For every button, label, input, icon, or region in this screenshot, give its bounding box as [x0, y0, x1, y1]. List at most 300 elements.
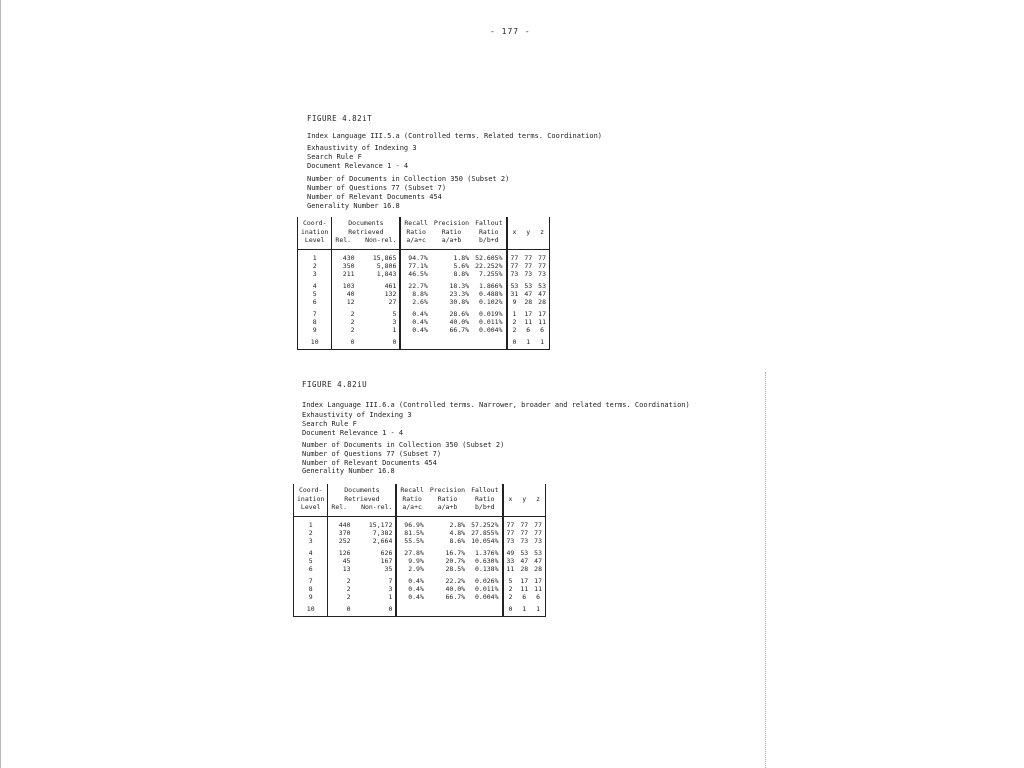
cell-rel-text: 103 [342, 281, 355, 290]
cell-z-text: 77 [534, 520, 542, 529]
header-precision [431, 217, 472, 249]
header-recall-line: Ratio [406, 227, 426, 236]
cell-x-text: 77 [506, 528, 515, 537]
cell-rel [328, 573, 354, 585]
cell-recall [400, 326, 430, 334]
header-precision-line: Precision [429, 486, 466, 494]
cell-y-text: 47 [520, 556, 529, 565]
figure-1-num-relevant: Number of Relevant Documents 454 [307, 193, 442, 201]
cell-recall [396, 585, 426, 593]
cell-fallout-text: 52.605% [475, 253, 503, 262]
cell-level [294, 516, 328, 529]
figure-1-table-body [298, 217, 550, 349]
cell-z-text: 53 [538, 281, 546, 290]
header-fallout-line: Fallout [471, 486, 499, 494]
cell-rel [328, 529, 354, 537]
table-row [294, 565, 546, 573]
cell-fallout [468, 601, 502, 617]
cell-level-text: 9 [312, 325, 317, 334]
cell-y-text: 53 [524, 281, 533, 290]
header-docs [332, 217, 400, 249]
cell-y [521, 306, 535, 318]
cell-x-text: 53 [510, 281, 519, 290]
table-row [298, 306, 550, 318]
cell-recall-text: 27.8% [404, 548, 424, 557]
cell-x-text: 77 [510, 253, 519, 262]
cell-level [294, 593, 328, 601]
cell-rel-text: 45 [342, 556, 351, 565]
figure-2-num-questions: Number of Questions 77 (Subset 7) [302, 450, 442, 458]
cell-fallout [472, 326, 506, 334]
table-row [294, 585, 546, 593]
cell-z-text: 6 [536, 592, 541, 601]
header-recall-line: Recall [404, 219, 428, 227]
cell-y [521, 278, 535, 290]
cell-z-text: 77 [538, 261, 546, 270]
cell-fallout-text: 22.252% [475, 261, 503, 270]
cell-rel [332, 262, 358, 270]
cell-level [294, 557, 328, 565]
cell-level [294, 545, 328, 557]
cell-level-text: 9 [308, 592, 313, 601]
header-coord-line: Coord- [298, 486, 323, 494]
cell-fallout-text: 7.255% [479, 269, 503, 278]
cell-nonrel [358, 262, 401, 270]
cell-recall [396, 537, 426, 545]
header-precision-line: a/a+b [437, 503, 458, 511]
header-x [507, 217, 522, 249]
cell-fallout [468, 537, 502, 545]
cell-level-text: 8 [308, 584, 313, 593]
cell-precision-text: 16.7% [445, 548, 466, 557]
cell-rel-text: 252 [338, 536, 351, 545]
cell-level-text: 5 [312, 289, 317, 298]
cell-x [507, 278, 522, 290]
figure-2-doc-relevance: Document Relevance 1 - 4 [302, 429, 404, 437]
cell-x [503, 573, 518, 585]
cell-level-text: 6 [308, 564, 313, 573]
header-fallout-line: Fallout [475, 219, 503, 227]
cell-z-text: 73 [534, 536, 542, 545]
table-row [298, 334, 550, 350]
cell-z-text: 1 [536, 604, 541, 613]
header-z [531, 484, 545, 516]
cell-y [521, 334, 535, 350]
cell-level-text: 1 [308, 520, 313, 529]
header-fallout-line: Ratio [479, 227, 499, 236]
header-precision-line: a/a+b [441, 236, 462, 244]
header-recall [396, 484, 426, 516]
cell-x [507, 306, 522, 318]
cell-fallout-text: 0.138% [475, 564, 499, 573]
cell-recall-text: 0.4% [408, 584, 424, 593]
figure-1-generality: Generality Number 16.8 [307, 202, 400, 210]
cell-x-text: 77 [506, 520, 515, 529]
cell-rel-text: 126 [338, 548, 351, 557]
cell-z-text: 11 [538, 317, 546, 326]
cell-recall-text: 9.9% [408, 556, 424, 565]
cell-y-text: 1 [526, 337, 531, 346]
cell-precision [431, 262, 472, 270]
cell-rel [328, 585, 354, 593]
cell-z-text: 77 [538, 253, 546, 262]
header-coord [294, 484, 328, 516]
cell-precision [427, 573, 468, 585]
cell-precision-text: 23.3% [449, 289, 470, 298]
cell-level-text: 2 [312, 261, 317, 270]
cell-x [507, 262, 522, 270]
header-y-text: y [526, 227, 531, 236]
table-row [298, 262, 550, 270]
cell-z [531, 573, 545, 585]
cell-fallout [472, 306, 506, 318]
cell-nonrel [358, 298, 401, 306]
cell-y-text: 17 [520, 576, 529, 585]
cell-fallout [472, 298, 506, 306]
cell-level-text: 6 [312, 297, 317, 306]
cell-z [535, 334, 549, 350]
cell-recall-text: 0.4% [412, 325, 428, 334]
header-precision-line: Ratio [437, 494, 458, 503]
header-docs [328, 484, 396, 516]
cell-fallout [472, 318, 506, 326]
cell-nonrel-text: 1,843 [376, 269, 397, 278]
cell-y-text: 73 [524, 269, 533, 278]
cell-fallout-text: 10.054% [471, 536, 499, 545]
cell-recall [396, 516, 426, 529]
cell-x [507, 318, 522, 326]
header-x-text: x [508, 494, 513, 503]
cell-rel-text: 430 [342, 253, 355, 262]
cell-fallout [472, 262, 506, 270]
table-row [298, 298, 550, 306]
cell-level-text: 3 [312, 269, 317, 278]
header-docs-line: Retrieved [344, 494, 380, 503]
cell-rel-text: 2 [350, 325, 355, 334]
header-rel: Rel. [331, 503, 348, 511]
cell-level [298, 298, 332, 306]
cell-z-text: 77 [534, 528, 542, 537]
cell-fallout [468, 565, 502, 573]
cell-z-text: 73 [538, 269, 546, 278]
cell-level-text: 2 [308, 528, 313, 537]
cell-x [507, 326, 522, 334]
cell-y-text: 11 [524, 317, 533, 326]
cell-nonrel [354, 565, 397, 573]
cell-nonrel-text: 132 [384, 289, 397, 298]
cell-recall-text: 94.7% [408, 253, 428, 262]
cell-fallout [472, 290, 506, 298]
cell-y [517, 593, 531, 601]
cell-x-text: 2 [508, 592, 513, 601]
cell-x [503, 529, 518, 537]
cell-z-text: 17 [534, 576, 542, 585]
cell-z [531, 529, 545, 537]
cell-precision-text: 8.6% [449, 536, 466, 545]
cell-recall [400, 270, 430, 278]
table-row [298, 270, 550, 278]
cell-precision [431, 334, 472, 350]
cell-precision-text: 1.8% [453, 253, 470, 262]
header-fallout-line: b/b+d [475, 503, 495, 511]
cell-recall [396, 601, 426, 617]
cell-x-text: 77 [510, 261, 519, 270]
scan-edge-left [0, 0, 1, 768]
cell-nonrel [358, 306, 401, 318]
cell-z [531, 601, 545, 617]
cell-rel [328, 537, 354, 545]
header-recall-line: Ratio [402, 494, 422, 503]
table-row [294, 516, 546, 529]
cell-rel-text: 13 [342, 564, 351, 573]
cell-z [535, 270, 549, 278]
cell-y-text: 6 [522, 592, 527, 601]
header-y-text: y [522, 494, 527, 503]
cell-level-text: 4 [308, 548, 313, 557]
cell-x-text: 0 [512, 337, 517, 346]
cell-precision [427, 585, 468, 593]
cell-fallout-text: 0.488% [479, 289, 503, 298]
cell-x-text: 5 [508, 576, 513, 585]
cell-y-text: 1 [522, 604, 527, 613]
cell-recall-text: 55.5% [404, 536, 424, 545]
cell-x-text: 11 [506, 564, 515, 573]
cell-y-text: 11 [520, 584, 529, 593]
cell-precision-text: 2.8% [449, 520, 466, 529]
cell-rel [332, 278, 358, 290]
header-recall [400, 217, 430, 249]
cell-nonrel [354, 585, 397, 593]
cell-x [507, 298, 522, 306]
cell-nonrel-text: 27 [388, 297, 397, 306]
cell-y [517, 516, 531, 529]
cell-level [298, 270, 332, 278]
cell-level-text: 3 [308, 536, 313, 545]
cell-rel [332, 306, 358, 318]
cell-x [503, 537, 518, 545]
cell-nonrel-text: 5,806 [376, 261, 397, 270]
cell-fallout-text: 0.102% [479, 297, 503, 306]
cell-x-text: 2 [512, 317, 517, 326]
cell-z [535, 290, 549, 298]
table-row [298, 326, 550, 334]
cell-z-text: 17 [538, 309, 546, 318]
figure-2-num-docs: Number of Documents in Collection 350 (Subset 2) [302, 441, 505, 449]
cell-level [294, 585, 328, 593]
cell-precision-text: 66.7% [445, 592, 466, 601]
cell-z [535, 298, 549, 306]
cell-nonrel [354, 601, 397, 617]
cell-precision [431, 326, 472, 334]
cell-rel [332, 334, 358, 350]
cell-precision-text: 4.8% [449, 528, 466, 537]
cell-x [503, 545, 518, 557]
cell-nonrel-text: 626 [380, 548, 393, 557]
header-fallout-line: b/b+d [479, 236, 499, 244]
cell-fallout-text: 0.019% [479, 309, 503, 318]
cell-fallout-text: 1.376% [475, 548, 499, 557]
cell-level [298, 249, 332, 262]
cell-nonrel-text: 461 [384, 281, 397, 290]
cell-precision [427, 545, 468, 557]
cell-level [298, 262, 332, 270]
cell-y [521, 270, 535, 278]
cell-z-text: 47 [534, 556, 542, 565]
cell-nonrel-text: 5 [392, 309, 397, 318]
cell-level-text: 1 [312, 253, 317, 262]
cell-rel-text: 2 [350, 309, 355, 318]
cell-rel-text: 0 [350, 337, 355, 346]
cell-fallout-text: 57.252% [471, 520, 499, 529]
cell-level [298, 334, 332, 350]
table-row [298, 249, 550, 262]
header-y [517, 484, 531, 516]
cell-recall [400, 278, 430, 290]
cell-fallout [468, 516, 502, 529]
cell-fallout [468, 545, 502, 557]
header-z-text: z [540, 227, 545, 236]
header-docs-sub [331, 503, 392, 512]
cell-rel [328, 565, 354, 573]
header-fallout-line: Ratio [475, 494, 495, 503]
figure-1-doc-relevance: Document Relevance 1 - 4 [307, 162, 409, 170]
cell-nonrel-text: 7,382 [372, 528, 393, 537]
cell-fallout [472, 249, 506, 262]
cell-precision [431, 318, 472, 326]
cell-y-text: 53 [520, 548, 529, 557]
cell-recall-text: 0.4% [412, 317, 428, 326]
cell-recall-text: 81.5% [404, 528, 424, 537]
cell-y-text: 77 [520, 528, 529, 537]
figure-1-title: FIGURE 4.82iT [307, 114, 373, 123]
cell-nonrel [358, 318, 401, 326]
cell-x-text: 9 [512, 297, 517, 306]
table-row [294, 537, 546, 545]
cell-recall-text: 8.8% [412, 289, 428, 298]
cell-z-text: 53 [534, 548, 542, 557]
header-x [503, 484, 518, 516]
cell-y [521, 262, 535, 270]
header-z-text: z [536, 494, 541, 503]
cell-z-text: 1 [540, 337, 545, 346]
cell-level-text: 10 [310, 337, 319, 346]
header-nonrel: Non-rel. [361, 503, 393, 511]
page-number: - 177 - [490, 27, 531, 36]
cell-rel [332, 290, 358, 298]
cell-recall [396, 573, 426, 585]
cell-fallout [468, 573, 502, 585]
header-coord-line: ination [301, 227, 329, 236]
cell-x [507, 270, 522, 278]
table-header-row [298, 217, 550, 249]
cell-rel-text: 2 [346, 584, 351, 593]
cell-nonrel-text: 0 [392, 337, 397, 346]
header-precision [427, 484, 468, 516]
cell-recall [396, 545, 426, 557]
cell-y [517, 585, 531, 593]
figure-1-index-language: Index Language III.5.a (Controlled terms. Related terms. Coordination) [307, 132, 603, 140]
cell-rel [332, 318, 358, 326]
cell-fallout-text: 0.004% [475, 592, 499, 601]
cell-fallout [468, 585, 502, 593]
cell-nonrel-text: 1 [388, 592, 393, 601]
header-precision-line: Precision [433, 219, 470, 227]
cell-recall-text: 0.4% [408, 592, 424, 601]
cell-level [294, 529, 328, 537]
table-row [298, 318, 550, 326]
cell-recall-text: 77.1% [408, 261, 428, 270]
cell-y [521, 326, 535, 334]
cell-x [503, 565, 518, 573]
table-row [294, 529, 546, 537]
header-z [535, 217, 549, 249]
cell-precision-text: 5.6% [453, 261, 470, 270]
cell-nonrel [358, 249, 401, 262]
cell-precision-text: 30.8% [449, 297, 470, 306]
cell-nonrel-text: 3 [392, 317, 397, 326]
cell-z [531, 565, 545, 573]
header-precision-line: Ratio [441, 227, 462, 236]
cell-precision-text: 8.8% [453, 269, 470, 278]
cell-recall [400, 318, 430, 326]
cell-z [531, 537, 545, 545]
cell-level [294, 537, 328, 545]
cell-rel [332, 249, 358, 262]
cell-recall [400, 262, 430, 270]
cell-recall [396, 593, 426, 601]
cell-fallout-text: 0.011% [479, 317, 503, 326]
cell-level [298, 278, 332, 290]
figure-2-search-rule: Search Rule F [302, 420, 357, 428]
cell-level [294, 573, 328, 585]
header-coord-line: Level [304, 236, 325, 244]
cell-rel-text: 0 [346, 604, 351, 613]
cell-rel [328, 593, 354, 601]
cell-x [503, 601, 518, 617]
cell-recall [400, 306, 430, 318]
header-rel: Rel. [335, 236, 352, 244]
cell-y [517, 529, 531, 537]
cell-recall [400, 298, 430, 306]
cell-recall [396, 565, 426, 573]
cell-y-text: 77 [524, 253, 533, 262]
cell-level [294, 565, 328, 573]
header-coord [298, 217, 332, 249]
figure-2-generality: Generality Number 16.8 [302, 467, 395, 475]
cell-rel [332, 298, 358, 306]
cell-recall-text: 0.4% [408, 576, 424, 585]
cell-nonrel-text: 167 [380, 556, 393, 565]
cell-precision [427, 537, 468, 545]
cell-precision [431, 306, 472, 318]
cell-recall-text: 2.6% [412, 297, 428, 306]
cell-nonrel-text: 0 [388, 604, 393, 613]
cell-y [517, 545, 531, 557]
cell-x [507, 290, 522, 298]
cell-y-text: 73 [520, 536, 529, 545]
cell-y-text: 6 [526, 325, 531, 334]
cell-precision [427, 565, 468, 573]
cell-level-text: 5 [308, 556, 313, 565]
cell-precision [427, 593, 468, 601]
figure-1-num-questions: Number of Questions 77 (Subset 7) [307, 184, 447, 192]
cell-rel-text: 2 [350, 317, 355, 326]
header-nonrel: Non-rel. [365, 236, 397, 244]
cell-nonrel [354, 593, 397, 601]
cell-x-text: 2 [508, 584, 513, 593]
cell-nonrel [358, 334, 401, 350]
cell-precision [427, 529, 468, 537]
